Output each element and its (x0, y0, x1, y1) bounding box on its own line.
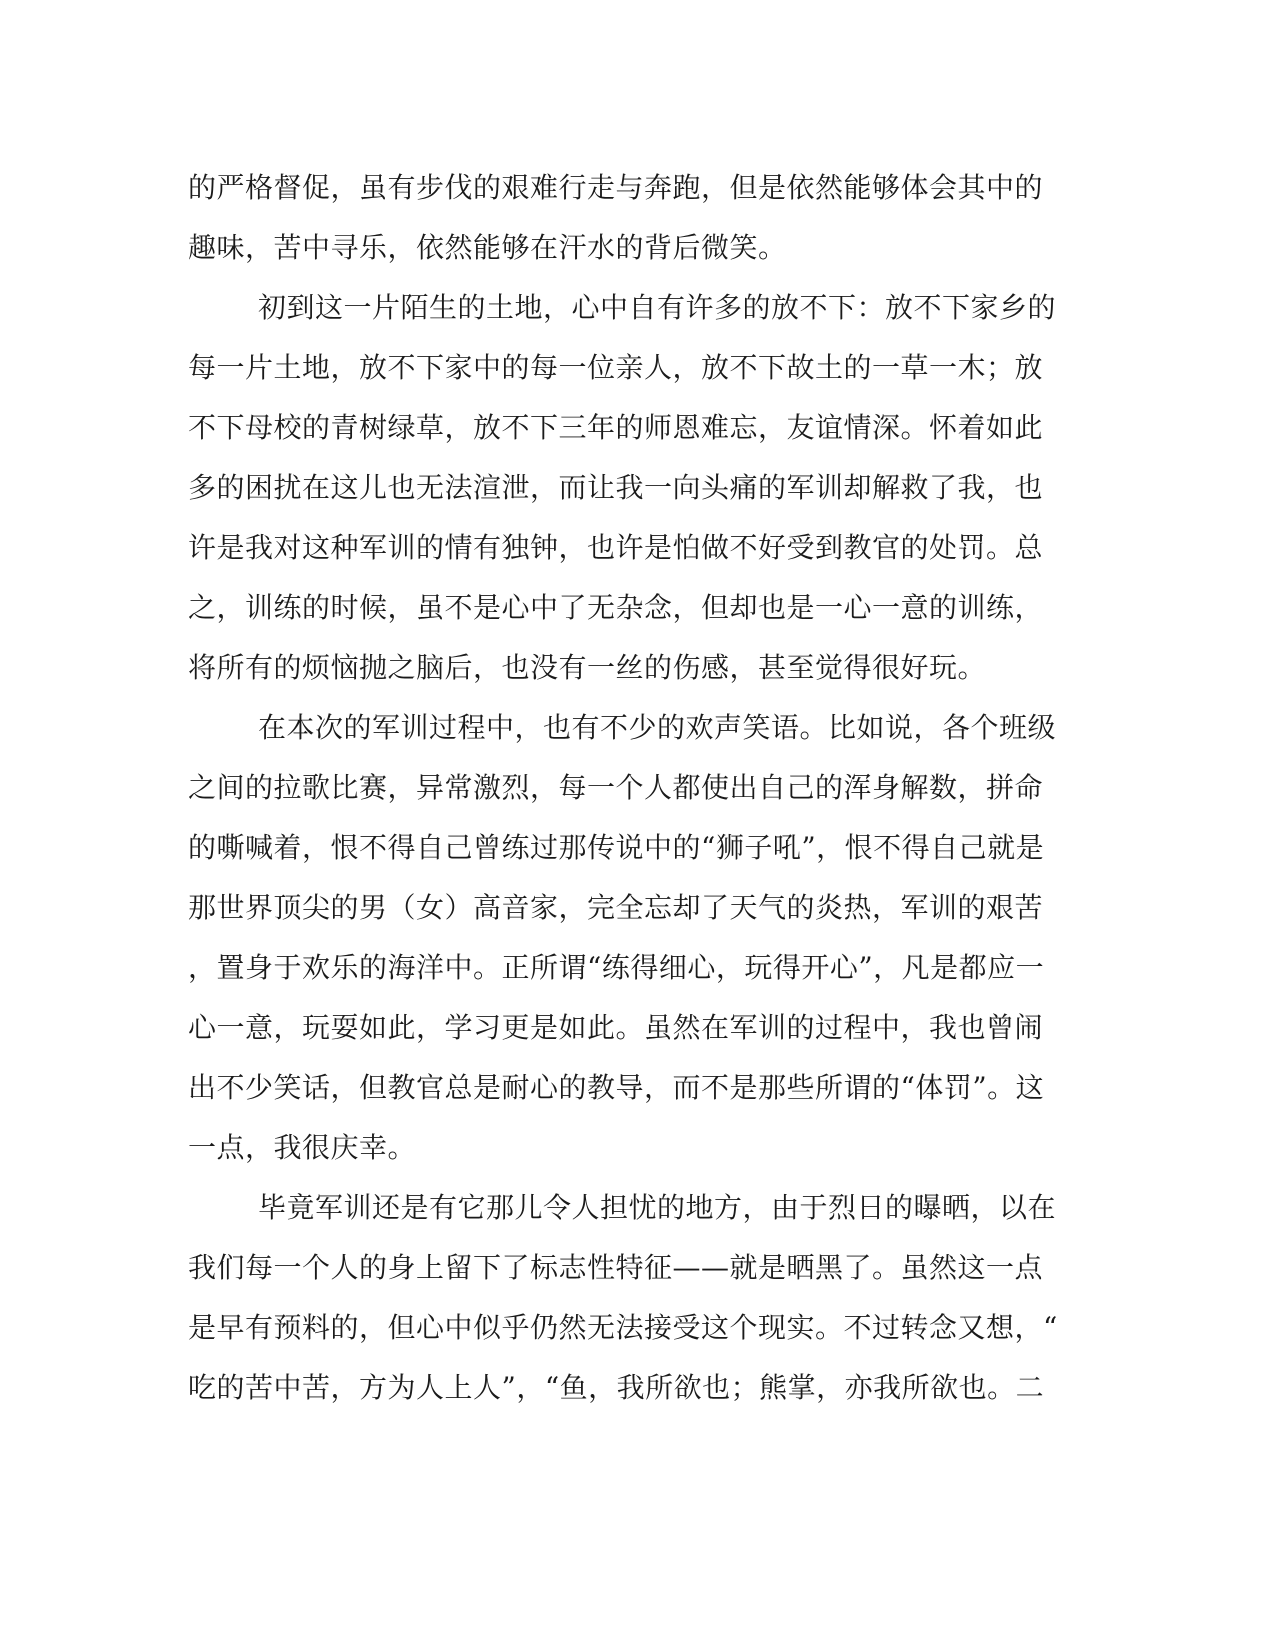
text-line: 趣味，苦中寻乐，依然能够在汗水的背后微笑。 (188, 231, 787, 264)
text-line: 不下母校的青树绿草，放不下三年的师恩难忘，友谊情深。怀着如此 (188, 411, 1044, 444)
paragraph-start-line: 初到这一片陌生的土地，心中自有许多的放不下：放不下家乡的 (258, 291, 1057, 324)
text-line: 吃的苦中苦，方为人上人”，“鱼，我所欲也；熊掌，亦我所欲也。二 (188, 1371, 1045, 1404)
text-line: 将所有的烦恼抛之脑后，也没有一丝的伤感，甚至觉得很好玩。 (188, 651, 987, 684)
paragraph-start-line: 毕竟军训还是有它那儿令人担忧的地方，由于烈日的曝晒，以在 (258, 1191, 1057, 1224)
text-line: 许是我对这种军训的情有独钟，也许是怕做不好受到教官的处罚。总 (188, 531, 1044, 564)
text-line: 是早有预料的，但心中似乎仍然无法接受这个现实。不过转念又想，“ (188, 1311, 1058, 1344)
text-line: 的嘶喊着，恨不得自己曾练过那传说中的“狮子吼”，恨不得自己就是 (188, 831, 1045, 864)
document-body (188, 158, 1078, 1418)
text-line: 我们每一个人的身上留下了标志性特征——就是晒黑了。虽然这一点 (188, 1251, 1044, 1284)
text-line: 多的困扰在这儿也无法渲泄，而让我一向头痛的军训却解救了我，也 (188, 471, 1044, 504)
text-line: 每一片土地，放不下家中的每一位亲人，放不下故土的一草一木；放 (188, 351, 1044, 384)
text-line: 心一意，玩耍如此，学习更是如此。虽然在军训的过程中，我也曾闹 (188, 1011, 1044, 1044)
text-line: 之间的拉歌比赛，异常激烈，每一个人都使出自己的浑身解数，拼命 (188, 771, 1044, 804)
text-line: 的严格督促，虽有步伐的艰难行走与奔跑，但是依然能够体会其中的 (188, 171, 1044, 204)
text-line: 那世界顶尖的男（女）高音家，完全忘却了天气的炎热，军训的艰苦 (188, 891, 1044, 924)
text-line: 出不少笑话，但教官总是耐心的教导，而不是那些所谓的“体罚”。这 (188, 1071, 1045, 1104)
paragraph-start-line: 在本次的军训过程中，也有不少的欢声笑语。比如说，各个班级 (258, 711, 1057, 744)
text-line: ，置身于欢乐的海洋中。正所谓“练得细心，玩得开心”，凡是都应一 (188, 951, 1045, 984)
text-line: 之，训练的时候，虽不是心中了无杂念，但却也是一心一意的训练， (188, 591, 1044, 624)
text-line: 一点，我很庆幸。 (188, 1131, 417, 1164)
